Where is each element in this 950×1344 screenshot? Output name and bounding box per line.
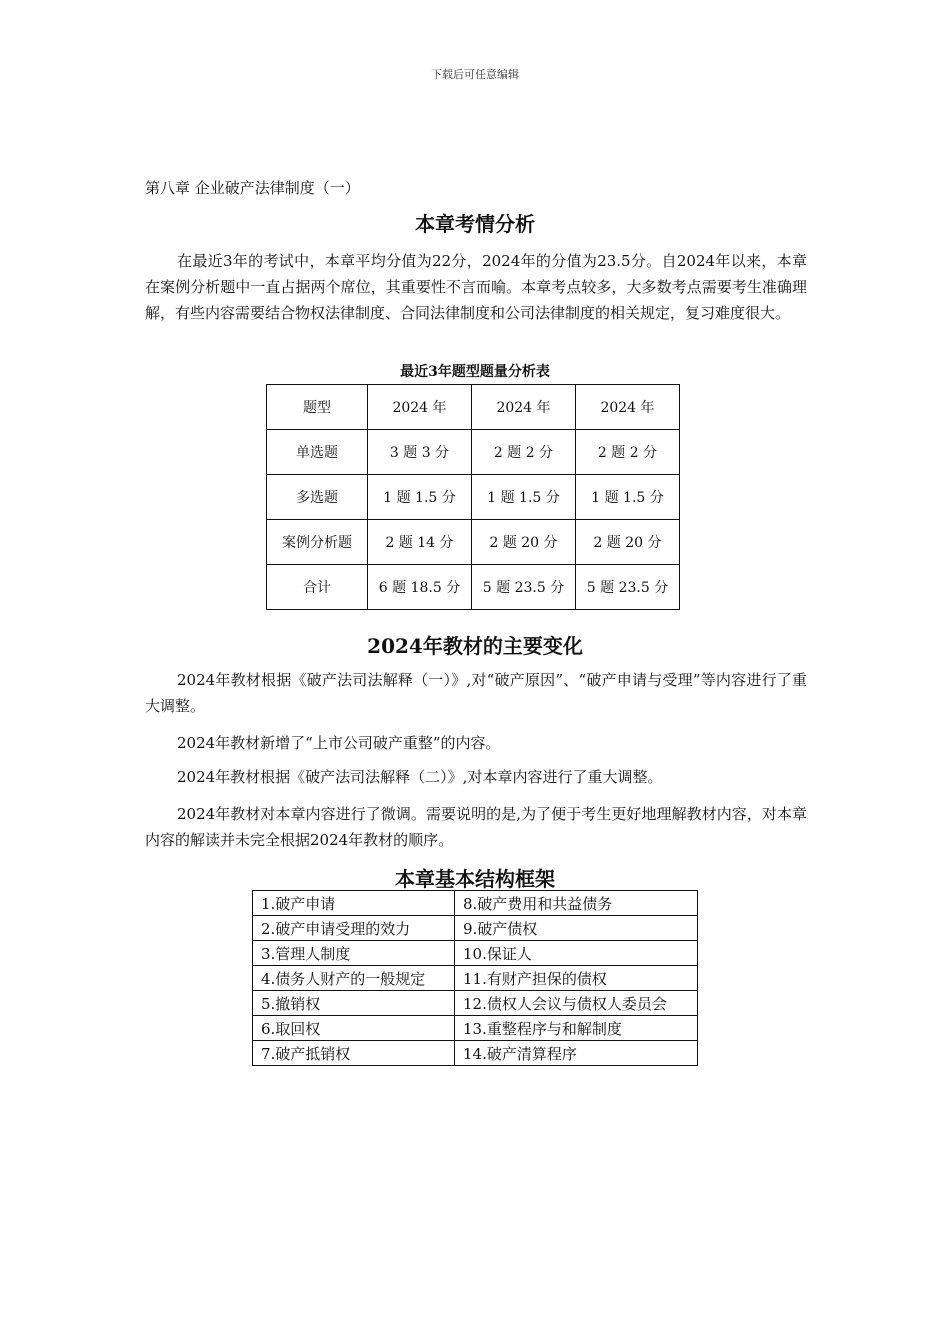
stats-cell: 1 题 1.5 分 xyxy=(472,475,576,520)
structure-item: 1.破产申请 xyxy=(253,891,455,916)
stats-cell: 1 题 1.5 分 xyxy=(368,475,472,520)
stats-cell: 2 题 20 分 xyxy=(472,520,576,565)
table-row xyxy=(253,941,698,966)
stats-table-caption: 最近3年题型题量分析表 xyxy=(400,364,550,380)
textbook-change-paragraph-3: 2024年教材根据《破产法司法解释（二）》,对本章内容进行了重大调整。 xyxy=(177,768,663,786)
structure-item: 13.重整程序与和解制度 xyxy=(455,1016,698,1041)
table-row xyxy=(267,475,680,520)
structure-item: 4.债务人财产的一般规定 xyxy=(253,966,455,991)
structure-item: 3.管理人制度 xyxy=(253,941,455,966)
stats-header-cell: 2024 年 xyxy=(472,385,576,430)
structure-item: 12.债权人会议与债权人委员会 xyxy=(455,991,698,1016)
table-row xyxy=(253,916,698,941)
stats-header-cell: 题型 xyxy=(267,385,368,430)
stats-cell: 5 题 23.5 分 xyxy=(576,565,680,610)
table-row xyxy=(267,430,680,475)
stats-cell: 2 题 2 分 xyxy=(472,430,576,475)
structure-item: 14.破产清算程序 xyxy=(455,1041,698,1066)
section-heading-structure: 本章基本结构框架 xyxy=(395,867,555,891)
exam-analysis-paragraph: 在最近3年的考试中，本章平均分值为22分，2024年的分值为23.5分。自2024年以来，本章在案例分析题中一直占据两个席位，其重要性不言而喻。本章考点较多，大多数考点需要考生准确理解，有些内容需要结合物权法律制度、合同法律制度和公司法律制度的相关规定，复习难度很大。 xyxy=(145,252,807,322)
table-row xyxy=(267,520,680,565)
structure-item: 5.撤销权 xyxy=(253,991,455,1016)
stats-cell: 5 题 23.5 分 xyxy=(472,565,576,610)
stats-cell: 合计 xyxy=(267,565,368,610)
stats-cell: 2 题 20 分 xyxy=(576,520,680,565)
textbook-change-paragraph-4: 2024年教材对本章内容进行了微调。需要说明的是,为了便于考生更好地理解教材内容，对本章内容的解读并未完全根据2024年教材的顺序。 xyxy=(145,805,807,849)
stats-cell: 2 题 14 分 xyxy=(368,520,472,565)
structure-item: 2.破产申请受理的效力 xyxy=(253,916,455,941)
stats-cell: 案例分析题 xyxy=(267,520,368,565)
table-row xyxy=(253,1041,698,1066)
stats-cell: 单选题 xyxy=(267,430,368,475)
structure-item: 7.破产抵销权 xyxy=(253,1041,455,1066)
stats-table-header-row xyxy=(267,385,680,430)
stats-cell: 2 题 2 分 xyxy=(576,430,680,475)
table-row xyxy=(253,966,698,991)
chapter-title: 第八章 企业破产法律制度（一） xyxy=(145,179,360,197)
structure-table xyxy=(252,890,698,1066)
table-row xyxy=(253,991,698,1016)
header-note: 下载后可任意编辑 xyxy=(431,68,519,81)
stats-header-cell: 2024 年 xyxy=(368,385,472,430)
stats-cell: 多选题 xyxy=(267,475,368,520)
table-row xyxy=(253,891,698,916)
textbook-change-paragraph-2: 2024年教材新增了“上市公司破产重整”的内容。 xyxy=(177,734,501,752)
stats-cell: 1 题 1.5 分 xyxy=(576,475,680,520)
stats-cell: 3 题 3 分 xyxy=(368,430,472,475)
textbook-change-paragraph-1: 2024年教材根据《破产法司法解释（一）》,对“破产原因”、“破产申请与受理”等内容进行了重大调整。 xyxy=(145,671,807,715)
structure-item: 6.取回权 xyxy=(253,1016,455,1041)
stats-table xyxy=(266,384,680,610)
structure-item: 8.破产费用和共益债务 xyxy=(455,891,698,916)
section-heading-textbook-changes: 2024年教材的主要变化 xyxy=(367,634,583,658)
stats-cell: 6 题 18.5 分 xyxy=(368,565,472,610)
structure-item: 9.破产债权 xyxy=(455,916,698,941)
structure-item: 11.有财产担保的债权 xyxy=(455,966,698,991)
structure-item: 10.保证人 xyxy=(455,941,698,966)
section-heading-exam-analysis: 本章考情分析 xyxy=(415,212,535,236)
table-row xyxy=(267,565,680,610)
table-row xyxy=(253,1016,698,1041)
stats-header-cell: 2024 年 xyxy=(576,385,680,430)
